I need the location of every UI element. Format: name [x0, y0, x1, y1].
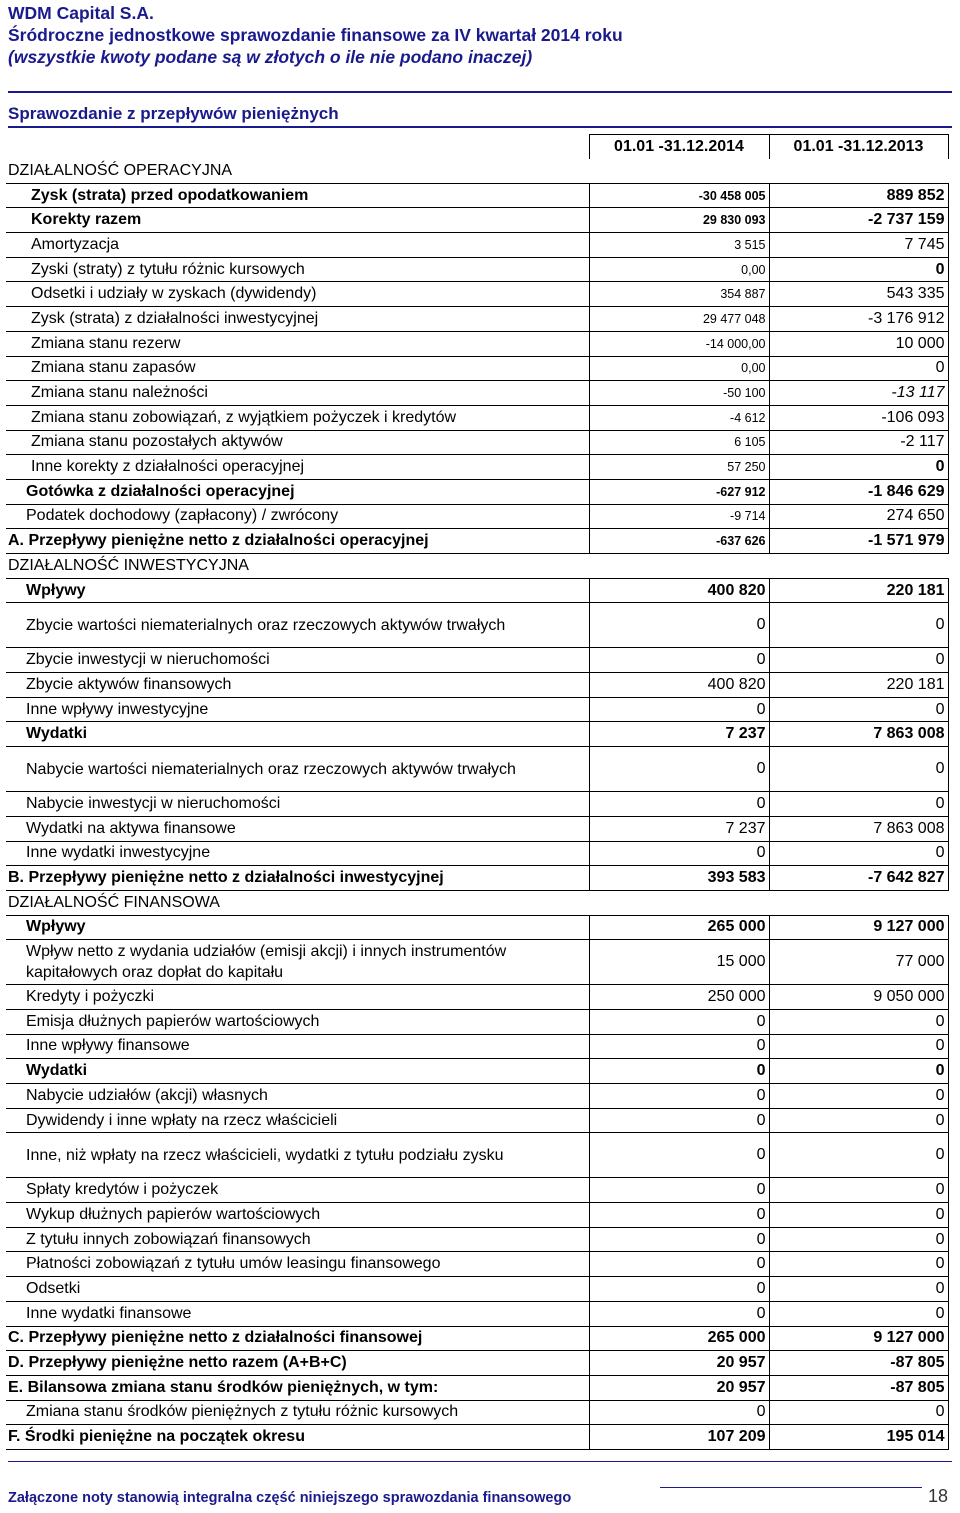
- row-label: Zmiana stanu środków pieniężnych z tytułu różnic kursowych: [6, 1400, 589, 1425]
- page-number: 18: [927, 1486, 948, 1506]
- table-row: [6, 1400, 948, 1425]
- report-title: Śródroczne jednostkowe sprawozdanie finansowe za IV kwartał 2014 roku: [8, 25, 623, 45]
- row-label: Wydatki: [6, 722, 589, 747]
- value-2014: [589, 890, 769, 915]
- value-2013: 10 000: [769, 331, 948, 356]
- table-row: [6, 183, 948, 208]
- value-2014: 0,00: [589, 356, 769, 381]
- table-row: [6, 1178, 948, 1203]
- row-label: Nabycie inwestycji w nieruchomości: [6, 792, 589, 817]
- table-row: [6, 233, 948, 258]
- value-2014: 3 515: [589, 233, 769, 258]
- row-label: Gotówka z działalności operacyjnej: [6, 479, 589, 504]
- value-2014: [589, 159, 769, 183]
- row-label: Inne, niż wpłaty na rzecz właścicieli, wydatki z tytułu podziału zysku: [6, 1133, 589, 1178]
- table-row: [6, 430, 948, 455]
- row-label: D. Przepływy pieniężne netto razem (A+B+C): [6, 1351, 589, 1376]
- header-blank-cell: [6, 135, 589, 160]
- footer-divider: [8, 1461, 952, 1462]
- row-label: Z tytułu innych zobowiązań finansowych: [6, 1227, 589, 1252]
- table-row: [6, 381, 948, 406]
- value-2014: 0,00: [589, 257, 769, 282]
- value-2013: 9 127 000: [769, 1326, 948, 1351]
- value-2013: 0: [769, 697, 948, 722]
- row-label: Zbycie wartości niematerialnych oraz rzeczowych aktywów trwałych: [6, 603, 589, 648]
- value-2014: -637 626: [589, 529, 769, 554]
- table-row: [6, 1203, 948, 1228]
- table-row: [6, 331, 948, 356]
- value-2013: -2 117: [769, 430, 948, 455]
- value-2013: -7 642 827: [769, 866, 948, 891]
- value-2013: 889 852: [769, 183, 948, 208]
- value-2013: 0: [769, 1034, 948, 1059]
- value-2013: 7 863 008: [769, 816, 948, 841]
- value-2013: 0: [769, 1108, 948, 1133]
- table-row: [6, 405, 948, 430]
- row-label: Inne korekty z działalności operacyjnej: [6, 455, 589, 480]
- value-2013: [769, 159, 948, 183]
- value-2013: 0: [769, 356, 948, 381]
- row-label: Wpływy: [6, 578, 589, 603]
- value-2014: 0: [589, 603, 769, 648]
- table-row: [6, 792, 948, 817]
- value-2014: 107 209: [589, 1425, 769, 1450]
- table-row: [6, 1084, 948, 1109]
- table-header-row: [6, 135, 948, 160]
- table-row: [6, 747, 948, 792]
- table-row: [6, 673, 948, 698]
- value-2013: 0: [769, 1009, 948, 1034]
- row-label: Zmiana stanu pozostałych aktywów: [6, 430, 589, 455]
- value-2014: 0: [589, 1059, 769, 1084]
- company-name: WDM Capital S.A.: [8, 3, 154, 23]
- value-2014: -14 000,00: [589, 331, 769, 356]
- value-2014: 20 957: [589, 1351, 769, 1376]
- table-row: [6, 841, 948, 866]
- value-2013: -1 846 629: [769, 479, 948, 504]
- row-label: Zyski (straty) z tytułu różnic kursowych: [6, 257, 589, 282]
- table-row: [6, 890, 948, 915]
- table-row: [6, 915, 948, 940]
- value-2013: 0: [769, 455, 948, 480]
- value-2013: 0: [769, 648, 948, 673]
- row-label: E. Bilansowa zmiana stanu środków pieniężnych, w tym:: [6, 1375, 589, 1400]
- footer-divider-short: [660, 1487, 922, 1488]
- value-2013: -2 737 159: [769, 208, 948, 233]
- row-label: Zysk (strata) z działalności inwestycyjnej: [6, 307, 589, 332]
- value-2014: 250 000: [589, 985, 769, 1010]
- value-2014: 0: [589, 697, 769, 722]
- row-label: Spłaty kredytów i pożyczek: [6, 1178, 589, 1203]
- value-2014: 0: [589, 841, 769, 866]
- row-label: Kredyty i pożyczki: [6, 985, 589, 1010]
- table-row: [6, 1034, 948, 1059]
- table-row: [6, 578, 948, 603]
- row-label: Zbycie inwestycji w nieruchomości: [6, 648, 589, 673]
- row-label: A. Przepływy pieniężne netto z działalności operacyjnej: [6, 529, 589, 554]
- value-2014: 0: [589, 792, 769, 817]
- table-row: [6, 1326, 948, 1351]
- row-label: Odsetki: [6, 1277, 589, 1302]
- value-2014: 0: [589, 1301, 769, 1326]
- value-2013: -13 117: [769, 381, 948, 406]
- document-header: [8, 0, 952, 68]
- row-label: DZIAŁALNOŚĆ OPERACYJNA: [6, 159, 589, 183]
- value-2014: 0: [589, 1203, 769, 1228]
- table-row: [6, 603, 948, 648]
- value-2014: 29 830 093: [589, 208, 769, 233]
- value-2014: 15 000: [589, 940, 769, 985]
- value-2014: 0: [589, 1084, 769, 1109]
- table-row: [6, 1425, 948, 1450]
- value-2013: -3 176 912: [769, 307, 948, 332]
- value-2014: 0: [589, 1133, 769, 1178]
- table-row: [6, 282, 948, 307]
- value-2013: 0: [769, 603, 948, 648]
- value-2014: 7 237: [589, 722, 769, 747]
- value-2014: 265 000: [589, 1326, 769, 1351]
- value-2014: 7 237: [589, 816, 769, 841]
- row-label: Korekty razem: [6, 208, 589, 233]
- table-row: [6, 1009, 948, 1034]
- value-2014: 0: [589, 1178, 769, 1203]
- table-row: [6, 722, 948, 747]
- row-label: Dywidendy i inne wpłaty na rzecz właścicieli: [6, 1108, 589, 1133]
- value-2013: -87 805: [769, 1375, 948, 1400]
- table-row: [6, 554, 948, 579]
- row-label: Wpływy: [6, 915, 589, 940]
- value-2013: 9 127 000: [769, 915, 948, 940]
- value-2013: 220 181: [769, 578, 948, 603]
- value-2014: 400 820: [589, 673, 769, 698]
- value-2014: 0: [589, 747, 769, 792]
- value-2014: 0: [589, 1227, 769, 1252]
- header-divider: [8, 91, 952, 93]
- value-2014: 29 477 048: [589, 307, 769, 332]
- value-2013: 9 050 000: [769, 985, 948, 1010]
- value-2013: 195 014: [769, 1425, 948, 1450]
- value-2014: -4 612: [589, 405, 769, 430]
- value-2013: 0: [769, 792, 948, 817]
- value-2013: 0: [769, 1084, 948, 1109]
- table-row: [6, 940, 948, 985]
- row-label: Inne wpływy inwestycyjne: [6, 697, 589, 722]
- row-label: Inne wpływy finansowe: [6, 1034, 589, 1059]
- row-label: Wydatki na aktywa finansowe: [6, 816, 589, 841]
- table-row: [6, 504, 948, 529]
- value-2013: 0: [769, 1400, 948, 1425]
- row-label: Nabycie udziałów (akcji) własnych: [6, 1084, 589, 1109]
- value-2014: 0: [589, 1108, 769, 1133]
- value-2013: 543 335: [769, 282, 948, 307]
- row-label: Emisja dłużnych papierów wartościowych: [6, 1009, 589, 1034]
- value-2013: 0: [769, 1227, 948, 1252]
- value-2014: -627 912: [589, 479, 769, 504]
- cash-flow-table: [6, 134, 949, 1450]
- row-label: Wykup dłużnych papierów wartościowych: [6, 1203, 589, 1228]
- value-2014: 0: [589, 648, 769, 673]
- table-row: [6, 1351, 948, 1376]
- row-label: DZIAŁALNOŚĆ FINANSOWA: [6, 890, 589, 915]
- value-2014: 0: [589, 1400, 769, 1425]
- footer-note: Załączone noty stanowią integralna część niniejszego sprawozdania finansowego: [8, 1490, 572, 1506]
- table-row: [6, 816, 948, 841]
- value-2013: 7 745: [769, 233, 948, 258]
- value-2013: -1 571 979: [769, 529, 948, 554]
- value-2013: 220 181: [769, 673, 948, 698]
- value-2013: 0: [769, 1178, 948, 1203]
- value-2013: [769, 554, 948, 579]
- section-divider: [8, 126, 952, 128]
- table-row: [6, 1252, 948, 1277]
- table-row: [6, 208, 948, 233]
- row-label: Zmiana stanu zobowiązań, z wyjątkiem pożyczek i kredytów: [6, 405, 589, 430]
- value-2014: -9 714: [589, 504, 769, 529]
- table-row: [6, 529, 948, 554]
- value-2013: 0: [769, 1277, 948, 1302]
- table-row: [6, 866, 948, 891]
- row-label: DZIAŁALNOŚĆ INWESTYCYJNA: [6, 554, 589, 579]
- row-label: B. Przepływy pieniężne netto z działalności inwestycyjnej: [6, 866, 589, 891]
- value-2013: 7 863 008: [769, 722, 948, 747]
- value-2013: 274 650: [769, 504, 948, 529]
- value-2013: 0: [769, 1133, 948, 1178]
- value-2014: 0: [589, 1034, 769, 1059]
- value-2013: 0: [769, 747, 948, 792]
- value-2014: 400 820: [589, 578, 769, 603]
- row-label: Odsetki i udziały w zyskach (dywidendy): [6, 282, 589, 307]
- table-row: [6, 1301, 948, 1326]
- table-row: [6, 1133, 948, 1178]
- column-header-2014: 01.01 -31.12.2014: [589, 135, 769, 160]
- row-label: Zbycie aktywów finansowych: [6, 673, 589, 698]
- row-label: Inne wydatki inwestycyjne: [6, 841, 589, 866]
- value-2014: 57 250: [589, 455, 769, 480]
- value-2013: 0: [769, 1203, 948, 1228]
- value-2014: 6 105: [589, 430, 769, 455]
- value-2014: [589, 554, 769, 579]
- section-title: Sprawozdanie z przepływów pieniężnych: [8, 104, 339, 123]
- value-2013: 0: [769, 1301, 948, 1326]
- table-row: [6, 1059, 948, 1084]
- value-2014: -30 458 005: [589, 183, 769, 208]
- row-label: Wpływ netto z wydania udziałów (emisji akcji) i innych instrumentów kapitałowych oraz dopłat do kapitału: [6, 940, 589, 985]
- units-note: (wszystkie kwoty podane są w złotych o ile nie podano inaczej): [8, 47, 533, 67]
- value-2013: -106 093: [769, 405, 948, 430]
- value-2013: 0: [769, 841, 948, 866]
- row-label: Zysk (strata) przed opodatkowaniem: [6, 183, 589, 208]
- value-2014: -50 100: [589, 381, 769, 406]
- row-label: Zmiana stanu należności: [6, 381, 589, 406]
- table-row: [6, 1108, 948, 1133]
- value-2014: 265 000: [589, 915, 769, 940]
- value-2014: 354 887: [589, 282, 769, 307]
- table-row: [6, 697, 948, 722]
- row-label: Inne wydatki finansowe: [6, 1301, 589, 1326]
- table-row: [6, 648, 948, 673]
- row-label: Zmiana stanu rezerw: [6, 331, 589, 356]
- table-row: [6, 159, 948, 183]
- row-label: C. Przepływy pieniężne netto z działalności finansowej: [6, 1326, 589, 1351]
- table-row: [6, 985, 948, 1010]
- row-label: Płatności zobowiązań z tytułu umów leasingu finansowego: [6, 1252, 589, 1277]
- table-row: [6, 479, 948, 504]
- table-row: [6, 257, 948, 282]
- table-row: [6, 307, 948, 332]
- value-2014: 393 583: [589, 866, 769, 891]
- table-row: [6, 356, 948, 381]
- table-row: [6, 455, 948, 480]
- row-label: Podatek dochodowy (zapłacony) / zwrócony: [6, 504, 589, 529]
- row-label: Zmiana stanu zapasów: [6, 356, 589, 381]
- value-2014: 0: [589, 1252, 769, 1277]
- value-2013: 77 000: [769, 940, 948, 985]
- row-label: Nabycie wartości niematerialnych oraz rzeczowych aktywów trwałych: [6, 747, 589, 792]
- value-2014: 20 957: [589, 1375, 769, 1400]
- table-row: [6, 1227, 948, 1252]
- row-label: F. Środki pieniężne na początek okresu: [6, 1425, 589, 1450]
- row-label: Amortyzacja: [6, 233, 589, 258]
- column-header-2013: 01.01 -31.12.2013: [769, 135, 948, 160]
- table-row: [6, 1277, 948, 1302]
- value-2014: 0: [589, 1277, 769, 1302]
- table-row: [6, 1375, 948, 1400]
- value-2013: 0: [769, 1059, 948, 1084]
- row-label: Wydatki: [6, 1059, 589, 1084]
- value-2013: 0: [769, 257, 948, 282]
- value-2013: [769, 890, 948, 915]
- value-2013: 0: [769, 1252, 948, 1277]
- value-2013: -87 805: [769, 1351, 948, 1376]
- value-2014: 0: [589, 1009, 769, 1034]
